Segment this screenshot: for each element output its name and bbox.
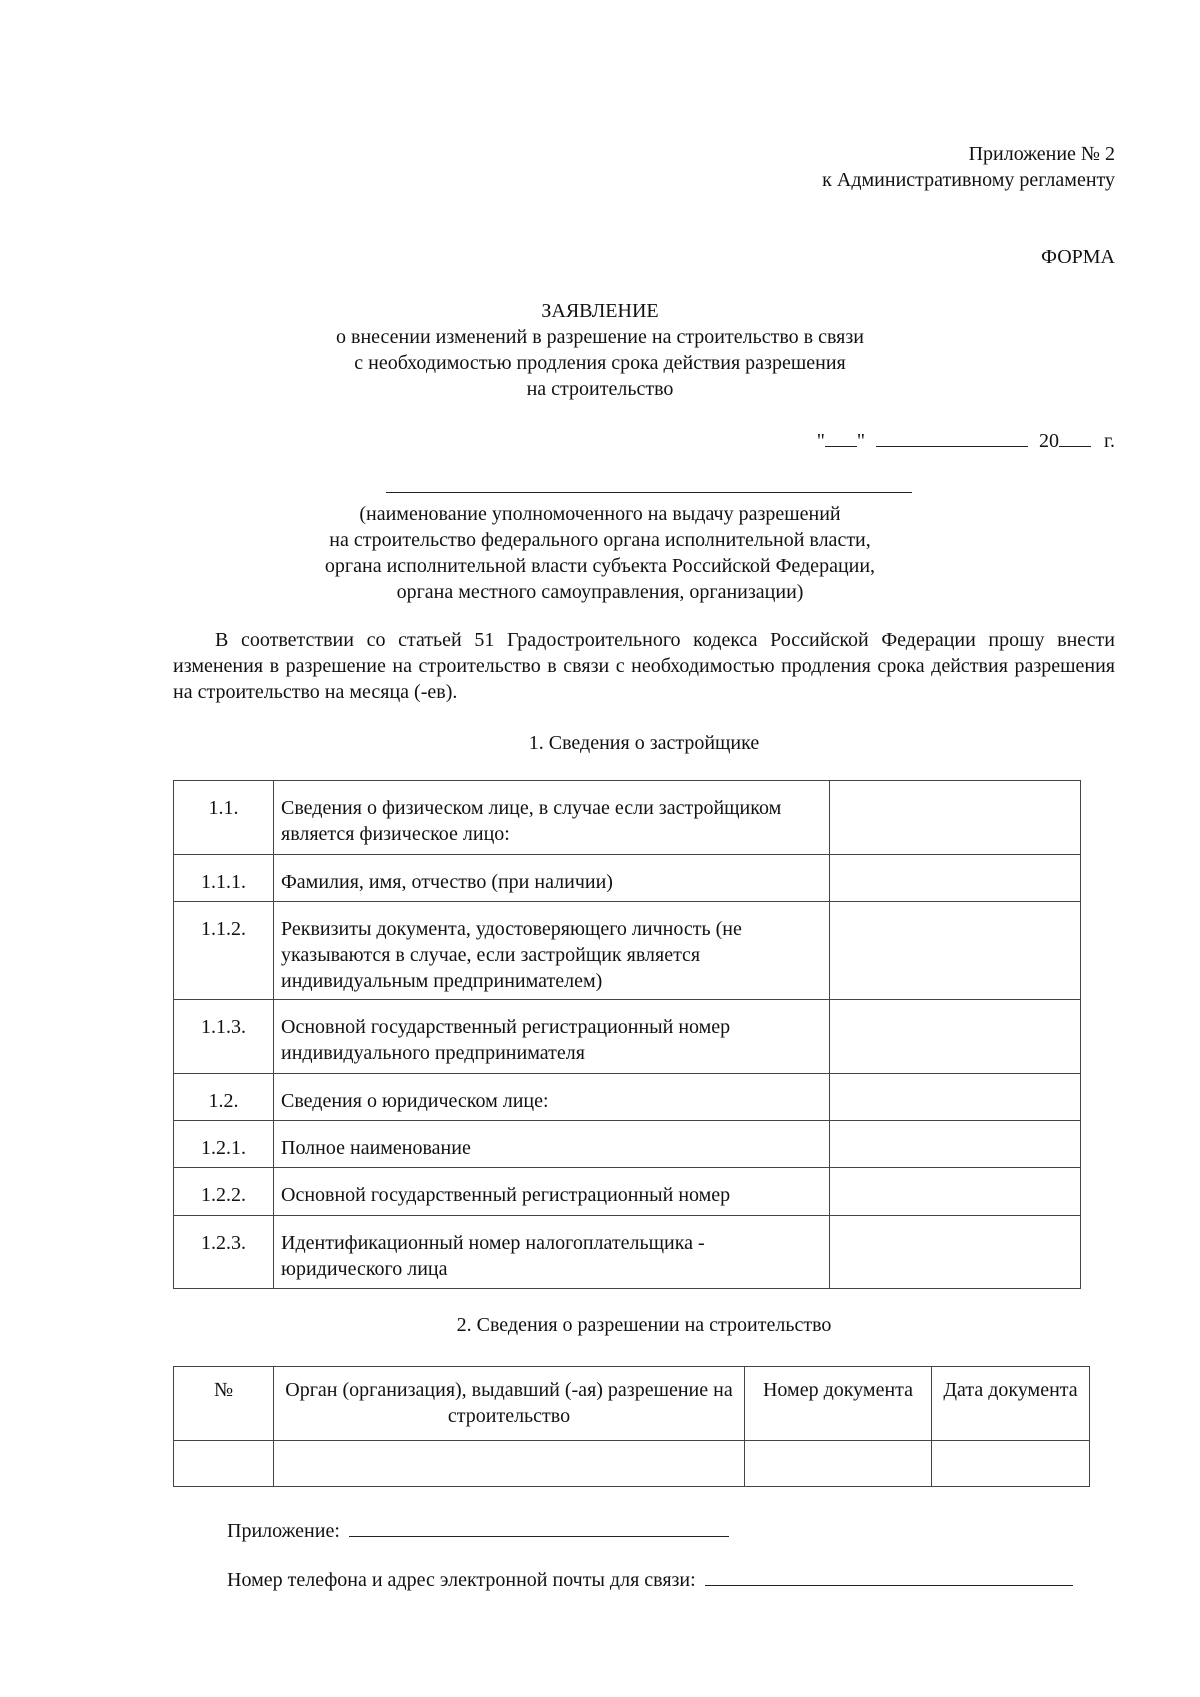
row-label: Идентификационный номер налогоплательщика - юридического лица (274, 1216, 830, 1289)
date-close-quote: " (856, 430, 866, 452)
title-line-2: с необходимостью продления срока действия разрешения (354, 352, 846, 374)
title-line-3: на строительство (526, 378, 674, 400)
row-value-cell[interactable] (830, 902, 1081, 1000)
row-label: Основной государственный регистрационный номер (274, 1168, 830, 1216)
row-value-cell[interactable] (830, 1000, 1081, 1074)
row-value-cell[interactable] (830, 1074, 1081, 1121)
row-label: Фамилия, имя, отчество (при наличии) (274, 855, 830, 902)
month-blank[interactable] (876, 424, 1028, 447)
header-document-number: Номер документа (745, 1367, 932, 1441)
row-number: 1.1.3. (174, 1000, 274, 1074)
row-label: Реквизиты документа, удостоверяющего личность (не указываются в случае, если застройщик является индивидуальным предпринимателем) (274, 902, 830, 1000)
table-row (174, 1441, 1090, 1487)
row-number: 1.1.2. (174, 902, 274, 1000)
contact-blank[interactable] (705, 1563, 1073, 1586)
row-value-cell[interactable] (830, 1121, 1081, 1168)
org-caption-line-1: (наименование уполномоченного на выдачу разрешений (359, 503, 841, 525)
row-value-cell[interactable] (830, 1216, 1081, 1289)
organization-caption (250, 501, 950, 605)
title-main: ЗАЯВЛЕНИЕ (541, 300, 659, 322)
title-line-1: о внесении изменений в разрешение на строительство в связи (336, 326, 864, 348)
cell-number[interactable] (174, 1441, 274, 1487)
appendix-note (600, 141, 1115, 193)
row-number: 1.2.1. (174, 1121, 274, 1168)
year-prefix: 20 (1039, 430, 1060, 452)
date-line (700, 424, 1115, 454)
organization-blank[interactable] (386, 492, 912, 493)
table-row (174, 1168, 1081, 1216)
appendix-line-1: Приложение № 2 (968, 143, 1115, 165)
attachment-line (227, 1514, 729, 1544)
section-2-title: 2. Сведения о разрешении на строительство (456, 1314, 832, 1336)
table-row (174, 902, 1081, 1000)
org-caption-line-3: органа исполнительной власти субъекта Российской Федерации, (324, 555, 876, 577)
contact-line (227, 1563, 1073, 1593)
cell-document-number[interactable] (745, 1441, 932, 1487)
request-paragraph: В соответствии со статьей 51 Градостроительного кодекса Российской Федерации прошу внести изменения в разрешение на строительство в связи с необходимостью продления срока действия разрешения на строительство на месяца (-ев). (173, 629, 1115, 703)
date-open-quote: " (816, 430, 825, 452)
developer-info-table (173, 780, 1081, 1289)
document-title (250, 298, 950, 402)
year-suffix: г. (1104, 430, 1115, 452)
row-label: Сведения о юридическом лице: (274, 1074, 830, 1121)
row-number: 1.1. (174, 781, 274, 855)
table-row (174, 781, 1081, 855)
header-authority: Орган (организация), выдавший (-ая) разрешение на строительство (274, 1367, 745, 1441)
row-number: 1.2.2. (174, 1168, 274, 1216)
row-label: Основной государственный регистрационный номер индивидуального предпринимателя (274, 1000, 830, 1074)
appendix-line-2: к Административному регламенту (822, 169, 1115, 191)
attachment-blank[interactable] (349, 1514, 729, 1537)
row-value-cell[interactable] (830, 855, 1081, 902)
contact-label: Номер телефона и адрес электронной почты для связи: (227, 1569, 696, 1591)
table-row (174, 1000, 1081, 1074)
header-number: № (174, 1367, 274, 1441)
section-1-title: 1. Сведения о застройщике (528, 732, 760, 754)
row-label: Полное наименование (274, 1121, 830, 1168)
day-blank[interactable] (825, 424, 857, 447)
org-caption-line-2: на строительство федерального органа исполнительной власти, (329, 529, 871, 551)
year-blank[interactable] (1059, 424, 1091, 447)
table-header-row (174, 1367, 1090, 1441)
attachment-label: Приложение: (227, 1520, 340, 1542)
org-caption-line-4: органа местного самоуправления, организации) (396, 581, 804, 603)
table-row (174, 855, 1081, 902)
row-value-cell[interactable] (830, 1168, 1081, 1216)
row-number: 1.2. (174, 1074, 274, 1121)
permit-info-table (173, 1366, 1090, 1487)
row-label: Сведения о физическом лице, в случае если застройщиком является физическое лицо: (274, 781, 830, 855)
table-row (174, 1216, 1081, 1289)
row-value-cell[interactable] (830, 781, 1081, 855)
header-document-date: Дата документа (932, 1367, 1090, 1441)
cell-authority[interactable] (274, 1441, 745, 1487)
row-number: 1.2.3. (174, 1216, 274, 1289)
row-number: 1.1.1. (174, 855, 274, 902)
cell-document-date[interactable] (932, 1441, 1090, 1487)
table-row (174, 1074, 1081, 1121)
form-label: ФОРМА (1041, 246, 1115, 268)
table-row (174, 1121, 1081, 1168)
